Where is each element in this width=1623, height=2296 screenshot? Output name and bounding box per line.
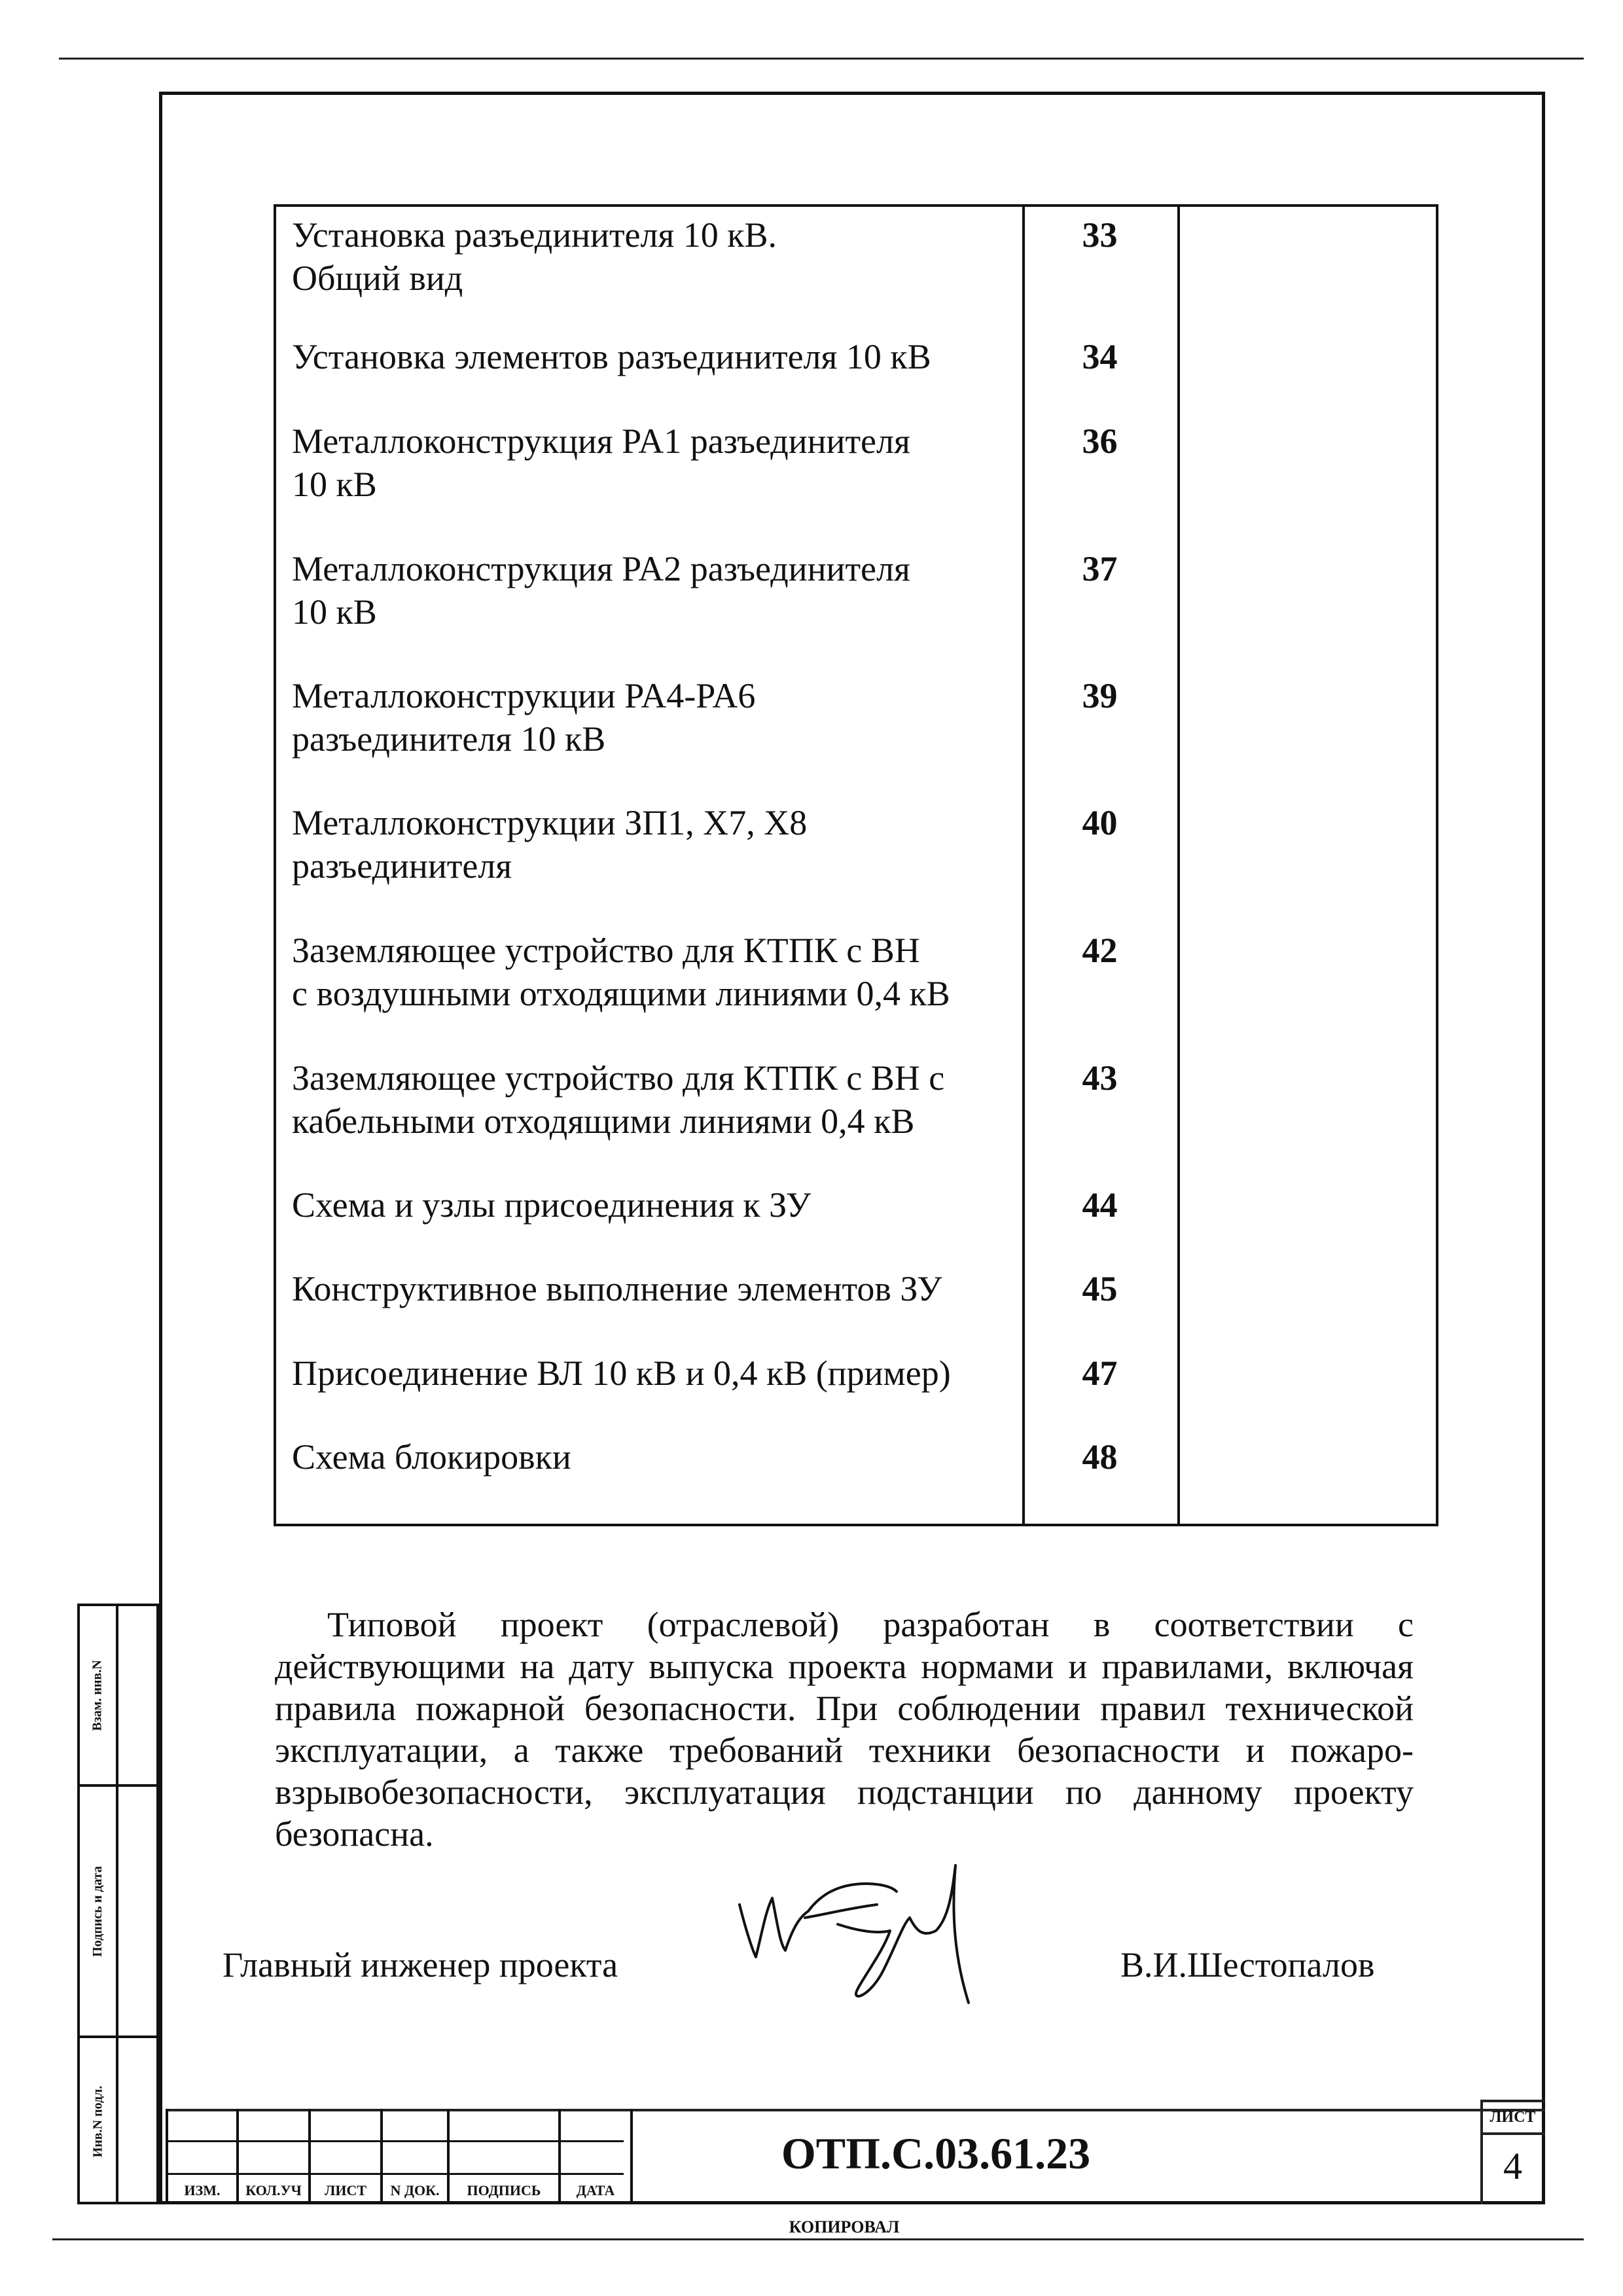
toc-page: 33 [1082, 215, 1118, 255]
toc-title: Заземляющее устройство для КТПК с ВН с кабельными отходящими линиями 0,4 кВ [292, 1058, 945, 1141]
column-divider [1177, 207, 1180, 1524]
toc-page: 37 [1082, 549, 1118, 588]
toc-title: Установка элементов разъединителя 10 кВ [292, 337, 931, 376]
signoff-role: Главный инженер проекта [223, 1945, 618, 1984]
toc-page: 34 [1082, 337, 1118, 376]
toc-title: Металлоконструкции PA4-PA6 разъединителя 10 кВ [292, 676, 756, 759]
toc-page: 47 [1082, 1354, 1118, 1393]
toc-page: 39 [1082, 676, 1118, 715]
top-rule [59, 58, 1584, 60]
toc-page: 45 [1082, 1269, 1118, 1308]
toc-page: 48 [1082, 1437, 1118, 1477]
revision-grid [166, 2109, 624, 2204]
toc-title: Установка разъединителя 10 кВ. Общий вид [292, 215, 777, 298]
column-divider [1022, 207, 1025, 1524]
toc-title: Металлоконструкция PA1 разъединителя 10 кВ [292, 422, 910, 504]
column-header: ИЗМ. [184, 2182, 221, 2198]
sheet-number: 4 [1503, 2145, 1522, 2187]
column-header: N ДОК. [390, 2182, 440, 2198]
stamp-divider [116, 1606, 118, 2202]
toc-title: Схема блокировки [292, 1437, 571, 1477]
column-header: ПОДПИСЬ [467, 2182, 541, 2198]
toc-page: 43 [1082, 1058, 1118, 1098]
document-code: ОТП.С.03.61.23 [781, 2128, 1091, 2178]
stamp-cell-inv [80, 2038, 116, 2204]
toc-title: Металлоконструкции ЗП1, Х7, Х8 разъединителя [292, 803, 808, 886]
stamp-cell-podpis [80, 1787, 116, 2036]
toc-page: 44 [1082, 1185, 1118, 1225]
stamp-label: Взам. инв.N [90, 1659, 105, 1731]
safety-note: Типовой проект (отраслевой) разработан в соответствии с действующими на дату выпуска проекта нормами и правилами, включая правила пожарной безопасности. При соблюдении правил технической эксплуатации, а также требований техники безопасности и пожаро-взрывобезопасности, эксплуатация подстанции по данному проекту безопасна. [275, 1605, 1414, 1854]
toc-title: Конструктивное выполнение элементов ЗУ [292, 1269, 942, 1308]
grid-line [166, 2173, 624, 2175]
bottom-rule [52, 2238, 1584, 2240]
contents-table [274, 204, 1438, 1526]
stamp-label: Инв.N подл. [90, 2085, 105, 2157]
signature-image [726, 1852, 988, 2016]
toc-title: Присоединение ВЛ 10 кВ и 0,4 кВ (пример) [292, 1354, 951, 1393]
sheet-label: ЛИСТ [1489, 2109, 1536, 2126]
signoff-name: В.И.Шестопалов [1120, 1945, 1375, 1984]
grid-line [166, 2140, 624, 2142]
toc-page: 36 [1082, 422, 1118, 461]
column-header: ЛИСТ [324, 2182, 367, 2198]
side-stamp [77, 1604, 159, 2204]
copied-stamp: КОПИРОВАЛ [789, 2217, 900, 2236]
toc-page: 40 [1082, 803, 1118, 842]
sheet-box-divider [1480, 2100, 1545, 2102]
toc-title: Металлоконструкция PA2 разъединителя 10 кВ [292, 549, 910, 632]
stamp-label: Подпись и дата [90, 1865, 105, 1957]
column-header: ДАТА [576, 2182, 615, 2198]
stamp-cell-vzam [80, 1606, 116, 1784]
toc-page: 42 [1082, 931, 1118, 970]
toc-title: Заземляющее устройство для КТПК с ВН с воздушными отходящими линиями 0,4 кВ [292, 931, 950, 1013]
toc-title: Схема и узлы присоединения к ЗУ [292, 1185, 812, 1225]
sheet-box-divider [1480, 2132, 1545, 2135]
column-header: КОЛ.УЧ [245, 2182, 302, 2198]
